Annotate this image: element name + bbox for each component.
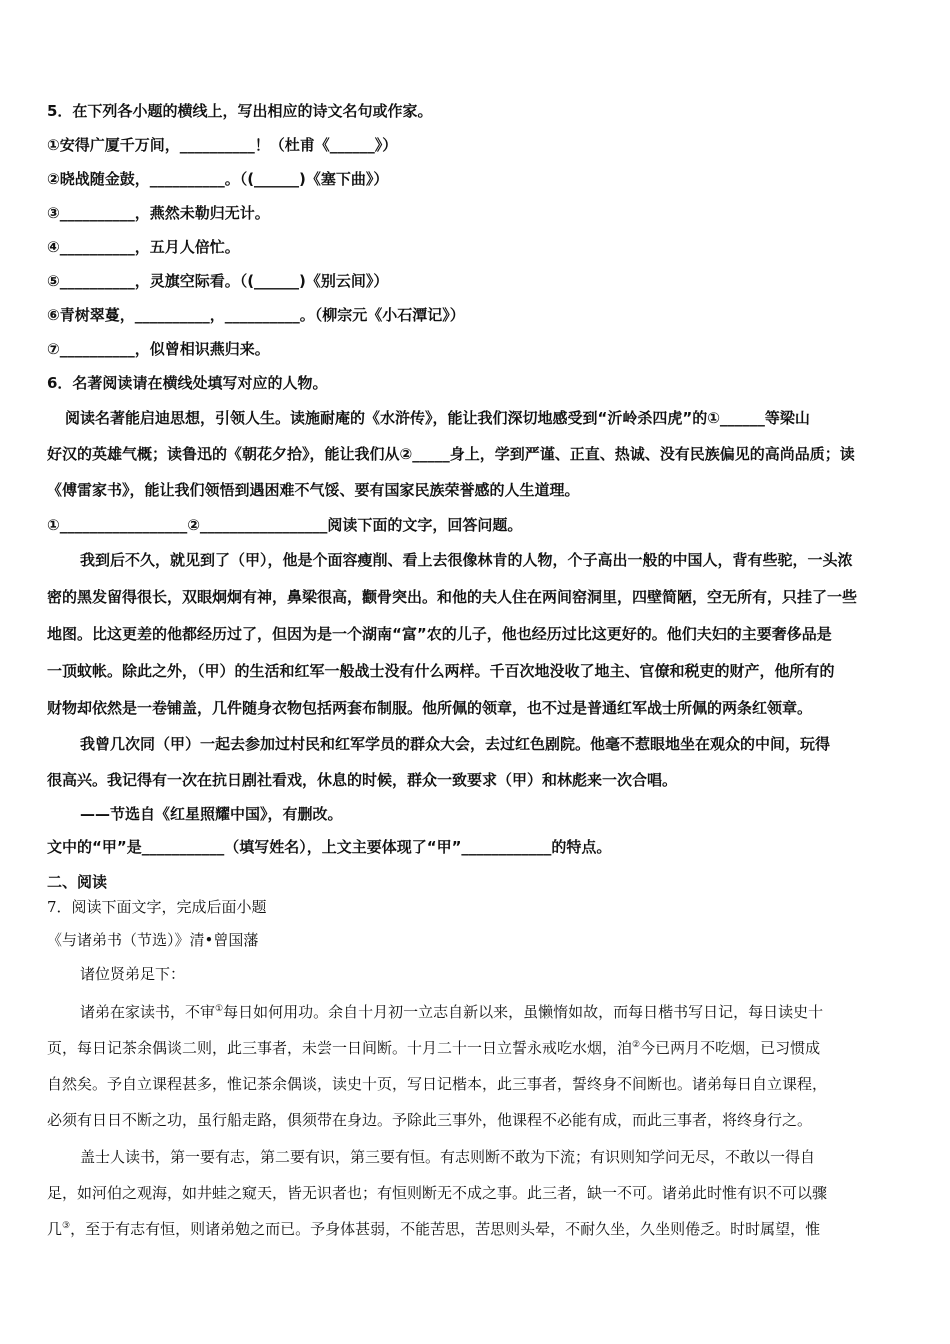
letter-p1-line3: 自然矣。予自立课程甚多，惟记茶余偶谈，读史十页，写日记楷本，此三事者，誓终身不间断也。诸弟每日自立课程，	[47, 1075, 828, 1093]
letter-p2-line3: 几③，至于有志有恒，则诸弟勉之而已。予身体甚弱，不能苦思，苦思则头晕，不耐久坐，久坐则倦乏。时时属望，惟	[47, 1220, 821, 1238]
letter-p2-line2: 足，如河伯之观海，如井蛙之窥天，皆无识者也；有恒则断无不成之事。此三者，缺一不可。诸弟此时惟有识不可以骤	[47, 1184, 828, 1202]
letter-p2-line1: 盖士人读书，第一要有志，第二要有识，第三要有恒。有志则断不敢为下流；有识则知学问无尽，不敢以一得自	[80, 1148, 816, 1166]
footnote-3: ③	[62, 1221, 71, 1231]
work-title: 《与诸弟书（节选）》清•曾国藩	[47, 931, 259, 949]
q5-item-6: ⑥青树翠蔓，__________，__________。（柳宗元《小石潭记》）	[47, 306, 465, 324]
letter-p1-line2: 页，每日记茶余偶谈二则，此三事者，未尝一日间断。十月二十一日立誓永戒吃水烟，洎②今已两月不吃烟，已习惯成	[47, 1039, 821, 1057]
q6-blanks-line: ①_________________②_________________阅读下面的文字，回答问题。	[47, 516, 523, 534]
q5-title: 5．在下列各小题的横线上，写出相应的诗文名句或作家。	[47, 102, 433, 120]
letter-p1-line4: 必须有日日不断之功，虽行船走路，俱须带在身边。予除此三事外，他课程不必能有成，而此三事者，将终身行之。	[47, 1111, 813, 1129]
q5-item-5: ⑤__________，灵旗空际看。（(______)《别云间》）	[47, 272, 389, 290]
q6-para1-line3: 《傅雷家书》，能让我们领悟到遇困难不气馁、要有国家民族荣誉感的人生道理。	[47, 481, 580, 499]
q6-para2-line1: 我到后不久，就见到了（甲），他是个面容瘦削、看上去很像林肯的人物，个子高出一般的中国人，背有些驼，一头浓	[80, 551, 853, 569]
q6-question: 文中的“甲”是___________（填写姓名），上文主要体现了“甲”____________的特点。	[47, 838, 612, 856]
q6-para2-line5: 财物却依然是一卷铺盖，几件随身衣物包括两套布制服。他所佩的领章，也不过是普通红军战士所佩的两条红领章。	[47, 699, 813, 717]
q6-para1-line2: 好汉的英雄气概；读鲁迅的《朝花夕拾》，能让我们从②_____身上，学到严谨、正直、热诚、没有民族偏见的高尚品质；读	[47, 445, 855, 463]
q5-item-3: ③__________，燕然未勒归无计。	[47, 204, 270, 222]
footnote-2: ②	[632, 1040, 641, 1050]
q6-para2-line2: 密的黑发留得很长，双眼炯炯有神，鼻梁很高，颧骨突出。和他的夫人住在两间窑洞里，四壁简陋，空无所有，只挂了一些	[47, 588, 858, 606]
q6-para2-line3: 地图。比这更差的他都经历过了，但因为是一个湖南“富”农的儿子，他也经历过比这更好的。他们夫妇的主要奢侈品是	[47, 625, 832, 643]
q5-item-7: ⑦__________，似曾相识燕归来。	[47, 340, 270, 358]
footnote-1: ①	[215, 1004, 224, 1014]
q6-para1-line1: 阅读名著能启迪思想，引领人生。读施耐庵的《水浒传》，能让我们深切地感受到“沂岭杀四虎”的①______等梁山	[65, 409, 810, 427]
q6-source: ——节选自《红星照耀中国》，有删改。	[80, 805, 343, 823]
section-heading: 二、阅读	[47, 873, 108, 891]
q6-para2-line4: 一顶蚊帐。除此之外，（甲）的生活和红军一般战士没有什么两样。千百次地没收了地主、官僚和税吏的财产，他所有的	[47, 662, 835, 680]
q7-title: 7．阅读下面文字，完成后面小题	[47, 898, 267, 916]
q6-title: 6．名著阅读请在横线处填写对应的人物。	[47, 374, 328, 392]
q5-item-2: ②晓战随金鼓，__________。（(______)《塞下曲》）	[47, 170, 389, 188]
q6-para3-line1: 我曾几次同（甲）一起去参加过村民和红军学员的群众大会，去过红色剧院。他毫不惹眼地坐在观众的中间，玩得	[80, 735, 831, 753]
q5-item-4: ④__________，五月人倍忙。	[47, 238, 240, 256]
q6-para3-line2: 很高兴。我记得有一次在抗日剧社看戏，休息的时候，群众一致要求（甲）和林彪来一次合唱。	[47, 771, 678, 789]
letter-p1-line1: 诸弟在家读书，不审①每日如何用功。余自十月初一立志自新以来，虽懒惰如故，而每日楷书写日记，每日读史十	[80, 1003, 824, 1021]
q5-item-1: ①安得广厦千万间，__________！（杜甫《______》）	[47, 136, 398, 154]
salutation: 诸位贤弟足下：	[80, 965, 186, 983]
